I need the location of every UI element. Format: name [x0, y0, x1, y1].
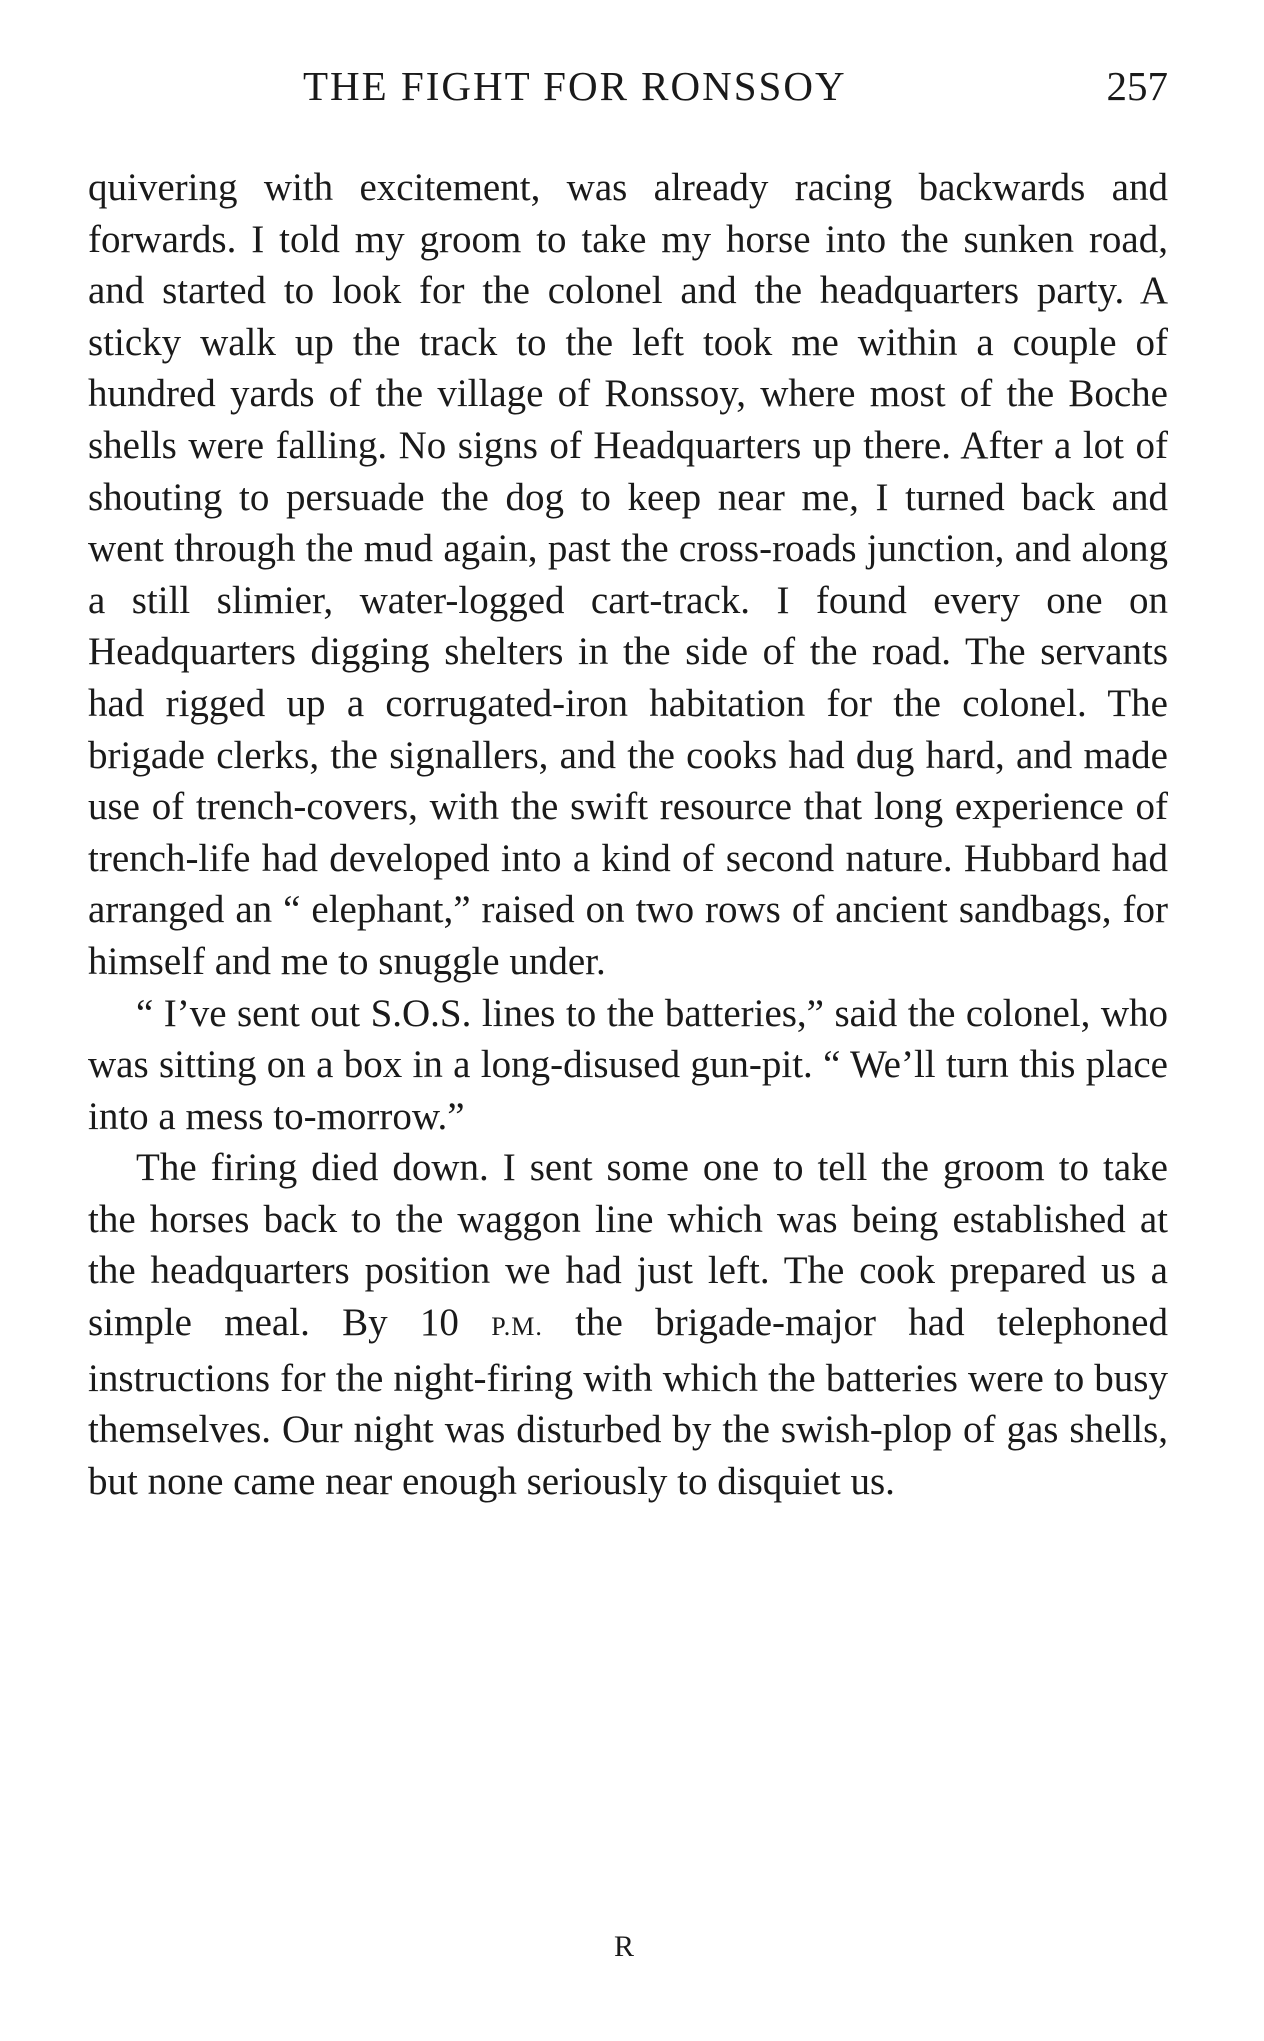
signature-mark: R [614, 1930, 635, 1963]
paragraph-2: “ I’ve sent out S.O.S. lines to the batteries,” said the colonel, who was sitting on a box in a long-disused gun-pit. “ We’ll turn this place into a mess to-morrow.” [88, 991, 1168, 1138]
running-head [88, 62, 1168, 126]
paragraph-3-text-after: the brigade-major had telephoned instructions for the night-firing with which the batteries were to busy themselves. Our night was disturbed by the swish-plop of gas shells, but none came near enough seriously to disquiet us. [88, 1301, 1168, 1503]
body-text [88, 162, 1168, 1507]
chapter-title: THE FIGHT FOR RONSSOY [303, 63, 847, 109]
time-abbreviation: P.M. [491, 1312, 543, 1342]
book-page [88, 62, 1168, 1507]
paragraph-3-text-before: The firing died down. I sent some one to tell the groom to take the horses back to the waggon line which was being established at the headquarters position we had just left. The cook prepared us a simple meal. By 10 [88, 1146, 1168, 1345]
paragraph-3 [88, 1142, 1168, 1507]
page-number: 257 [1106, 63, 1168, 109]
paragraph-1: quivering with excitement, was already racing backwards and forwards. I told my groom to take my horse into the sunken road, and started to look for the colonel and the headquarters party. A sticky walk up the track to the left took me within a couple of hundred yards of the village of Ronssoy, where most of the Boche shells were falling. No signs of Headquarters up there. After a lot of shouting to persuade the dog to keep near me, I turned back and went through the mud again, past the cross-roads junction, and along a still slimier, water-logged cart-track. I found every one on Headquarters digging shelters in the side of the road. The servants had rigged up a corrugated-iron habitation for the colonel. The brigade clerks, the signallers, and the cooks had dug hard, and made use of trench-covers, with the swift resource that long experience of trench-life had developed into a kind of second nature. Hubbard had arranged an “ elephant,” raised on two rows of ancient sandbags, for himself and me to snuggle under. [88, 166, 1168, 983]
